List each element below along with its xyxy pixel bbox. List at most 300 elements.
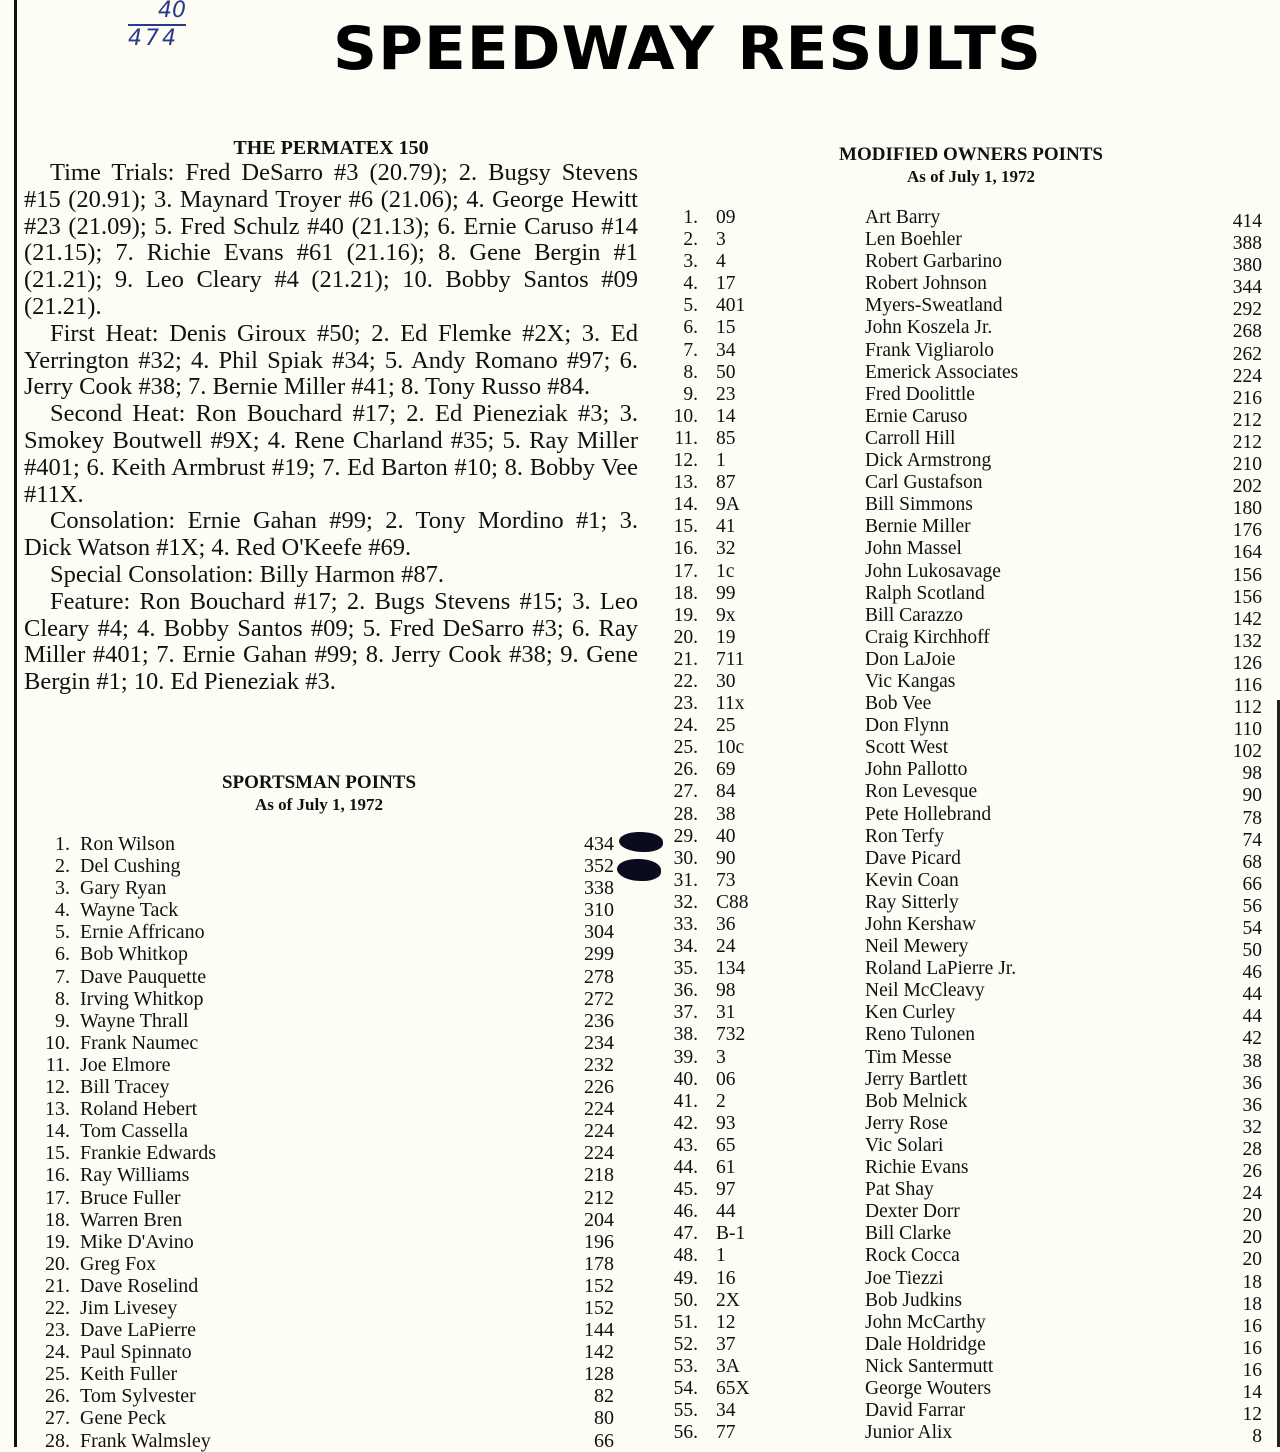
owner-name-cell: Robert Johnson — [865, 273, 987, 295]
owner-name-cell: Scott West — [865, 737, 949, 759]
table-row — [660, 472, 1262, 498]
masthead-title: SPEEDWAY RESULTS — [333, 14, 1042, 84]
table-row — [660, 936, 1262, 962]
table-row — [24, 1120, 614, 1142]
driver-name-cell: Gene Peck — [80, 1407, 167, 1430]
table-row — [660, 1179, 1262, 1205]
rank-cell: 4. — [55, 899, 70, 922]
table-row — [660, 1355, 1262, 1381]
car-number-cell: 41 — [716, 516, 736, 538]
table-row — [660, 273, 1262, 299]
owner-name-cell: Vic Solari — [865, 1134, 944, 1156]
rank-cell: 38. — [673, 1024, 698, 1046]
car-number-cell: 24 — [716, 936, 736, 958]
car-number-cell: 15 — [716, 317, 736, 339]
driver-name-cell: Bob Whitkop — [80, 943, 188, 966]
car-number-cell: 09 — [716, 207, 736, 228]
rank-cell: 54. — [673, 1377, 698, 1399]
car-number-cell: 10c — [716, 737, 745, 759]
table-row — [660, 803, 1262, 829]
car-number-cell: 93 — [716, 1112, 736, 1134]
car-number-cell: B-1 — [716, 1223, 746, 1245]
table-row — [660, 1267, 1262, 1293]
points-cell: 218 — [584, 1164, 614, 1187]
car-number-cell: 1 — [716, 450, 726, 472]
race-paragraph-second-heat: Second Heat: Ron Bouchard #17; 2. Ed Pieneziak #3; 3. Smokey Boutwell #9X; 4. Rene Charland #35; 5. Ray Miller #401; 6. Keith Armbrust #19; 7. Ed Barton #10; 8. Bobby Vee #11X. — [24, 400, 638, 508]
driver-name-cell: Joe Elmore — [80, 1053, 171, 1076]
rank-cell: 25. — [45, 1363, 70, 1386]
car-number-cell: 1 — [716, 1245, 726, 1267]
points-cell: 18 — [1242, 1293, 1262, 1315]
points-cell: 156 — [1232, 564, 1262, 586]
points-cell: 224 — [584, 1142, 614, 1165]
rank-cell: 45. — [673, 1179, 698, 1201]
car-number-cell: 134 — [716, 958, 746, 980]
car-number-cell: 25 — [716, 715, 736, 737]
points-cell: 68 — [1242, 851, 1262, 873]
race-report — [24, 160, 638, 696]
owner-name-cell: Reno Tulonen — [865, 1024, 975, 1046]
owner-name-cell: Bill Carazzo — [865, 604, 964, 626]
owner-name-cell: John Koszela Jr. — [865, 317, 993, 339]
owner-name-cell: Robert Garbarino — [865, 251, 1002, 273]
table-row — [660, 980, 1262, 1006]
car-number-cell: 3 — [716, 229, 726, 251]
rank-cell: 11. — [674, 427, 698, 449]
modified-owners-section — [660, 144, 1262, 1448]
table-row — [660, 1400, 1262, 1426]
driver-name-cell: Gary Ryan — [80, 877, 167, 900]
table-row — [24, 1054, 614, 1076]
car-number-cell: 99 — [716, 582, 736, 604]
table-row — [660, 1002, 1262, 1028]
owner-name-cell: Craig Kirchhoff — [865, 626, 990, 648]
points-cell: 116 — [1233, 674, 1262, 696]
rank-cell: 9. — [55, 1009, 70, 1032]
rank-cell: 24. — [45, 1341, 70, 1364]
rank-cell: 49. — [673, 1267, 698, 1289]
rank-cell: 15. — [673, 516, 698, 538]
points-cell: 212 — [584, 1186, 614, 1209]
owner-name-cell: Carl Gustafson — [865, 472, 983, 494]
table-row — [24, 1231, 614, 1253]
points-cell: 310 — [584, 899, 614, 922]
rank-cell: 23. — [673, 693, 698, 715]
rank-cell: 56. — [673, 1422, 698, 1444]
race-paragraph-time-trials: Time Trials: Fred DeSarro #3 (20.79); 2. Bugsy Stevens #15 (20.91); 3. Maynard Troyer #6 (21.06); 4. George Hewitt #23 (21.09); 5. Fred Schulz #40 (21.13); 6. Ernie Caruso #14 (21.15); 7. Richie Evans #61 (21.16); 8. Gene Bergin #1 (21.21); 9. Leo Cleary #4 (21.21); 10. Bobby Santos #09 (21.21). — [24, 159, 638, 320]
table-row — [660, 538, 1262, 564]
table-row — [24, 1164, 614, 1186]
rank-cell: 29. — [673, 825, 698, 847]
table-row — [660, 825, 1262, 851]
table-row — [24, 988, 614, 1010]
table-row — [660, 1068, 1262, 1094]
points-cell: 102 — [1232, 741, 1262, 763]
rank-cell: 52. — [673, 1333, 698, 1355]
points-cell: 78 — [1242, 807, 1262, 829]
driver-name-cell: Warren Bren — [80, 1208, 183, 1231]
points-cell: 142 — [1232, 608, 1262, 630]
points-cell: 212 — [1232, 431, 1262, 453]
owner-name-cell: Pete Hollebrand — [865, 803, 992, 825]
rank-cell: 4. — [683, 273, 698, 295]
car-number-cell: 9A — [716, 494, 740, 516]
car-number-cell: 69 — [716, 759, 736, 781]
owner-name-cell: Ken Curley — [865, 1002, 956, 1024]
race-paragraph-consolation: Consolation: Ernie Gahan #99; 2. Tony Mordino #1; 3. Dick Watson #1X; 4. Red O'Keefe #69. — [24, 507, 638, 562]
table-row — [660, 1223, 1262, 1249]
car-number-cell: 87 — [716, 472, 736, 494]
points-cell: 180 — [1232, 498, 1262, 520]
rank-cell: 39. — [673, 1046, 698, 1068]
points-cell: 80 — [594, 1407, 614, 1430]
points-cell: 299 — [584, 943, 614, 966]
table-row — [24, 1341, 614, 1363]
table-row — [660, 869, 1262, 895]
points-cell: 338 — [584, 877, 614, 900]
points-cell: 28 — [1242, 1138, 1262, 1160]
car-number-cell: 3A — [716, 1355, 740, 1377]
driver-name-cell: Keith Fuller — [80, 1363, 178, 1386]
rank-cell: 51. — [673, 1311, 698, 1333]
car-number-cell: 36 — [716, 914, 736, 935]
table-row — [660, 229, 1262, 255]
rank-cell: 37. — [673, 1002, 698, 1024]
points-cell: 32 — [1242, 1116, 1262, 1138]
owner-name-cell: Bill Clarke — [865, 1223, 952, 1245]
modified-owners-list — [660, 207, 1262, 1448]
table-row — [24, 1275, 614, 1297]
driver-name-cell: Greg Fox — [80, 1252, 157, 1275]
owner-name-cell: Bob Melnick — [865, 1090, 968, 1112]
owner-name-cell: George Wouters — [865, 1377, 992, 1399]
points-cell: 12 — [1242, 1404, 1262, 1426]
rank-cell: 21. — [45, 1274, 70, 1297]
points-cell: 56 — [1242, 895, 1262, 917]
table-row — [660, 715, 1262, 741]
rank-cell: 50. — [673, 1289, 698, 1311]
points-cell: 272 — [584, 987, 614, 1010]
driver-name-cell: Jim Livesey — [80, 1296, 178, 1319]
points-cell: 14 — [1242, 1381, 1262, 1403]
rank-cell: 40. — [673, 1068, 698, 1090]
owner-name-cell: Nick Santermutt — [865, 1355, 994, 1377]
owner-name-cell: Neil McCleavy — [865, 980, 985, 1002]
table-row — [660, 781, 1262, 807]
car-number-cell: 77 — [716, 1422, 736, 1444]
owner-name-cell: Joe Tiezzi — [865, 1267, 944, 1289]
sportsman-points-section — [24, 772, 614, 1452]
rank-cell: 5. — [683, 295, 698, 317]
car-number-cell: 11x — [716, 693, 745, 715]
table-row — [24, 921, 614, 943]
driver-name-cell: Ray Williams — [80, 1164, 190, 1187]
points-cell: 434 — [584, 833, 614, 855]
points-cell: 224 — [584, 1120, 614, 1143]
owner-name-cell: Pat Shay — [865, 1179, 934, 1201]
points-cell: 66 — [594, 1429, 614, 1452]
points-cell: 98 — [1242, 763, 1262, 785]
points-cell: 224 — [1232, 365, 1262, 387]
points-cell: 54 — [1242, 918, 1262, 939]
points-cell: 112 — [1233, 697, 1262, 719]
table-row — [660, 1134, 1262, 1160]
points-cell: 268 — [1232, 321, 1262, 343]
rank-cell: 2. — [55, 855, 70, 878]
rank-cell: 28. — [673, 803, 698, 825]
table-row — [660, 604, 1262, 630]
car-number-cell: 85 — [716, 427, 736, 449]
points-cell: 236 — [584, 1009, 614, 1032]
owner-name-cell: John Lukosavage — [865, 560, 1001, 582]
owner-name-cell: Don Flynn — [865, 715, 949, 737]
points-cell: 176 — [1232, 520, 1262, 542]
points-cell: 202 — [1232, 476, 1262, 498]
rank-cell: 19. — [673, 604, 698, 626]
points-cell: 16 — [1242, 1359, 1262, 1381]
rank-cell: 7. — [55, 965, 70, 988]
points-cell: 20 — [1242, 1249, 1262, 1271]
table-row — [660, 450, 1262, 476]
car-number-cell: 44 — [716, 1201, 736, 1223]
rank-cell: 24. — [673, 715, 698, 737]
table-row — [660, 494, 1262, 520]
rank-cell: 5. — [55, 921, 70, 944]
table-row — [660, 1245, 1262, 1271]
rank-cell: 11. — [45, 1053, 70, 1076]
rank-cell: 18. — [673, 582, 698, 604]
points-cell: 178 — [584, 1252, 614, 1275]
modified-owners-title: MODIFIED OWNERS POINTS — [839, 144, 1103, 165]
ink-blot-mark — [617, 859, 661, 881]
table-row — [660, 1377, 1262, 1403]
table-row — [24, 1363, 614, 1385]
table-row — [24, 1010, 614, 1032]
owner-name-cell: Kevin Coan — [865, 869, 959, 891]
owner-name-cell: Len Boehler — [865, 229, 962, 251]
car-number-cell: 14 — [716, 405, 736, 427]
rank-cell: 8. — [55, 987, 70, 1010]
points-cell: 278 — [584, 965, 614, 988]
table-row — [660, 317, 1262, 343]
car-number-cell: 1c — [716, 560, 735, 582]
race-paragraph-feature: Feature: Ron Bouchard #17; 2. Bugs Stevens #15; 3. Leo Cleary #4; 4. Bobby Santos #09; 5. Fred DeSarro #3; 6. Ray Miller #401; 7. Ernie Gahan #99; 8. Jerry Cook #38; 9. Gene Bergin #1; 10. Ed Pieneziak #3. — [24, 587, 638, 696]
points-cell: 380 — [1232, 255, 1262, 277]
table-row — [660, 339, 1262, 365]
owner-name-cell: Richie Evans — [865, 1157, 969, 1179]
car-number-cell: 65X — [716, 1377, 750, 1399]
points-cell: 82 — [594, 1385, 614, 1408]
table-row — [660, 737, 1262, 763]
points-cell: 164 — [1232, 542, 1262, 564]
table-row — [24, 1187, 614, 1209]
owner-name-cell: Neil Mewery — [865, 936, 969, 958]
car-number-cell: 9x — [716, 604, 736, 626]
rank-cell: 9. — [683, 383, 698, 405]
driver-name-cell: Ernie Affricano — [80, 921, 205, 944]
points-cell: 232 — [584, 1053, 614, 1076]
owner-name-cell: Bill Simmons — [865, 494, 973, 516]
sportsman-points-title: SPORTSMAN POINTS — [221, 772, 417, 793]
race-paragraph-first-heat: First Heat: Denis Giroux #50; 2. Ed Flemke #2X; 3. Ed Yerrington #32; 4. Phil Spiak #34; 5. Andy Romano #97; 6. Jerry Cook #38; 7. Bernie Miller #41; 8. Tony Russo #84. — [24, 319, 638, 401]
owner-name-cell: John McCarthy — [865, 1311, 986, 1333]
points-cell: 196 — [584, 1230, 614, 1253]
rank-cell: 1. — [683, 207, 698, 228]
car-number-cell: 40 — [716, 825, 736, 847]
driver-name-cell: Mike D'Avino — [80, 1230, 194, 1253]
car-number-cell: 17 — [716, 273, 736, 295]
table-row — [660, 1289, 1262, 1315]
table-row — [24, 1209, 614, 1231]
rank-cell: 7. — [683, 339, 698, 361]
points-cell: 110 — [1233, 719, 1262, 741]
table-row — [24, 1385, 614, 1407]
handwritten-sum: 474 — [128, 24, 186, 50]
car-number-cell: 37 — [716, 1333, 736, 1355]
points-cell: 128 — [584, 1363, 614, 1386]
car-number-cell: 732 — [716, 1024, 746, 1046]
rank-cell: 1. — [55, 833, 70, 855]
table-row — [660, 1090, 1262, 1116]
points-cell: 152 — [584, 1274, 614, 1297]
table-row — [660, 1046, 1262, 1072]
table-row — [24, 1297, 614, 1319]
car-number-cell: C88 — [716, 891, 749, 913]
points-cell: 50 — [1242, 940, 1262, 962]
points-cell: 36 — [1242, 1072, 1262, 1094]
rank-cell: 18. — [45, 1208, 70, 1231]
car-number-cell: 65 — [716, 1134, 736, 1156]
owner-name-cell: Art Barry — [865, 207, 941, 228]
rank-cell: 15. — [45, 1142, 70, 1165]
points-cell: 44 — [1242, 1006, 1262, 1028]
points-cell: 226 — [584, 1076, 614, 1099]
car-number-cell: 34 — [716, 1400, 736, 1422]
car-number-cell: 19 — [716, 626, 736, 648]
rank-cell: 30. — [673, 847, 698, 869]
driver-name-cell: Paul Spinnato — [80, 1341, 192, 1364]
points-cell: 304 — [584, 921, 614, 944]
rank-cell: 32. — [673, 891, 698, 913]
handwritten-line: 40 — [158, 0, 186, 23]
car-number-cell: 31 — [716, 1002, 736, 1024]
rank-cell: 3. — [683, 251, 698, 273]
driver-name-cell: Roland Hebert — [80, 1098, 198, 1121]
table-row — [660, 1157, 1262, 1183]
owner-name-cell: Junior Alix — [865, 1422, 953, 1444]
driver-name-cell: Del Cushing — [80, 855, 181, 878]
table-row — [660, 1201, 1262, 1227]
rank-cell: 35. — [673, 958, 698, 980]
table-row — [24, 1253, 614, 1275]
owner-name-cell: Ernie Caruso — [865, 405, 968, 427]
rank-cell: 31. — [673, 869, 698, 891]
rank-cell: 25. — [673, 737, 698, 759]
race-title: THE PERMATEX 150 — [233, 137, 429, 159]
car-number-cell: 401 — [716, 295, 746, 317]
table-row — [660, 626, 1262, 652]
rank-cell: 53. — [673, 1355, 698, 1377]
handwritten-note — [128, 0, 186, 50]
table-row — [660, 560, 1262, 586]
rank-cell: 41. — [673, 1090, 698, 1112]
driver-name-cell: Bill Tracey — [80, 1076, 170, 1099]
table-row — [660, 582, 1262, 608]
rank-cell: 23. — [45, 1319, 70, 1342]
points-cell: 292 — [1232, 299, 1262, 321]
table-row — [24, 1142, 614, 1164]
car-number-cell: 84 — [716, 781, 736, 803]
owner-name-cell: Dick Armstrong — [865, 450, 992, 472]
driver-name-cell: Irving Whitkop — [80, 987, 204, 1010]
table-row — [24, 1407, 614, 1429]
rank-cell: 27. — [45, 1407, 70, 1430]
car-number-cell: 2 — [716, 1090, 726, 1112]
car-number-cell: 3 — [716, 1046, 726, 1068]
owner-name-cell: Ray Sitterly — [865, 891, 959, 913]
owner-name-cell: Dave Picard — [865, 847, 961, 869]
driver-name-cell: Dave LaPierre — [80, 1319, 197, 1342]
owner-name-cell: David Farrar — [865, 1400, 966, 1422]
table-row — [660, 427, 1262, 453]
car-number-cell: 61 — [716, 1157, 736, 1179]
table-row — [660, 295, 1262, 321]
owner-name-cell: John Massel — [865, 538, 962, 560]
rank-cell: 6. — [683, 317, 698, 339]
table-row — [660, 914, 1262, 939]
rank-cell: 21. — [673, 648, 698, 670]
driver-name-cell: Wayne Tack — [80, 899, 179, 922]
points-cell: 144 — [584, 1319, 614, 1342]
points-cell: 46 — [1242, 962, 1262, 984]
table-row — [24, 943, 614, 965]
table-row — [660, 891, 1262, 917]
rank-cell: 34. — [673, 936, 698, 958]
rank-cell: 2. — [683, 229, 698, 251]
rank-cell: 55. — [673, 1400, 698, 1422]
table-row — [24, 1032, 614, 1054]
rank-cell: 16. — [673, 538, 698, 560]
table-row — [24, 1430, 614, 1452]
car-number-cell: 16 — [716, 1267, 736, 1289]
table-row — [660, 1024, 1262, 1050]
driver-name-cell: Dave Roselind — [80, 1274, 199, 1297]
sportsman-points-list — [24, 833, 614, 1452]
rank-cell: 3. — [55, 877, 70, 900]
points-cell: 224 — [584, 1098, 614, 1121]
car-number-cell: 97 — [716, 1179, 736, 1201]
car-number-cell: 38 — [716, 803, 736, 825]
car-number-cell: 50 — [716, 361, 736, 383]
points-cell: 36 — [1242, 1094, 1262, 1116]
owner-name-cell: Jerry Rose — [865, 1112, 948, 1134]
car-number-cell: 34 — [716, 339, 736, 361]
owner-name-cell: Emerick Associates — [865, 361, 1019, 383]
points-cell: 66 — [1242, 873, 1262, 895]
table-row — [660, 1311, 1262, 1337]
table-row — [660, 207, 1262, 232]
points-cell: 16 — [1242, 1337, 1262, 1359]
rank-cell: 14. — [673, 494, 698, 516]
points-cell: 8 — [1252, 1426, 1262, 1448]
table-row — [24, 966, 614, 988]
driver-name-cell: Tom Cassella — [80, 1120, 189, 1143]
table-row — [24, 833, 614, 855]
points-cell: 352 — [584, 855, 614, 878]
points-cell: 388 — [1232, 233, 1262, 255]
driver-name-cell: Ron Wilson — [80, 833, 175, 855]
rank-cell: 10. — [45, 1031, 70, 1054]
